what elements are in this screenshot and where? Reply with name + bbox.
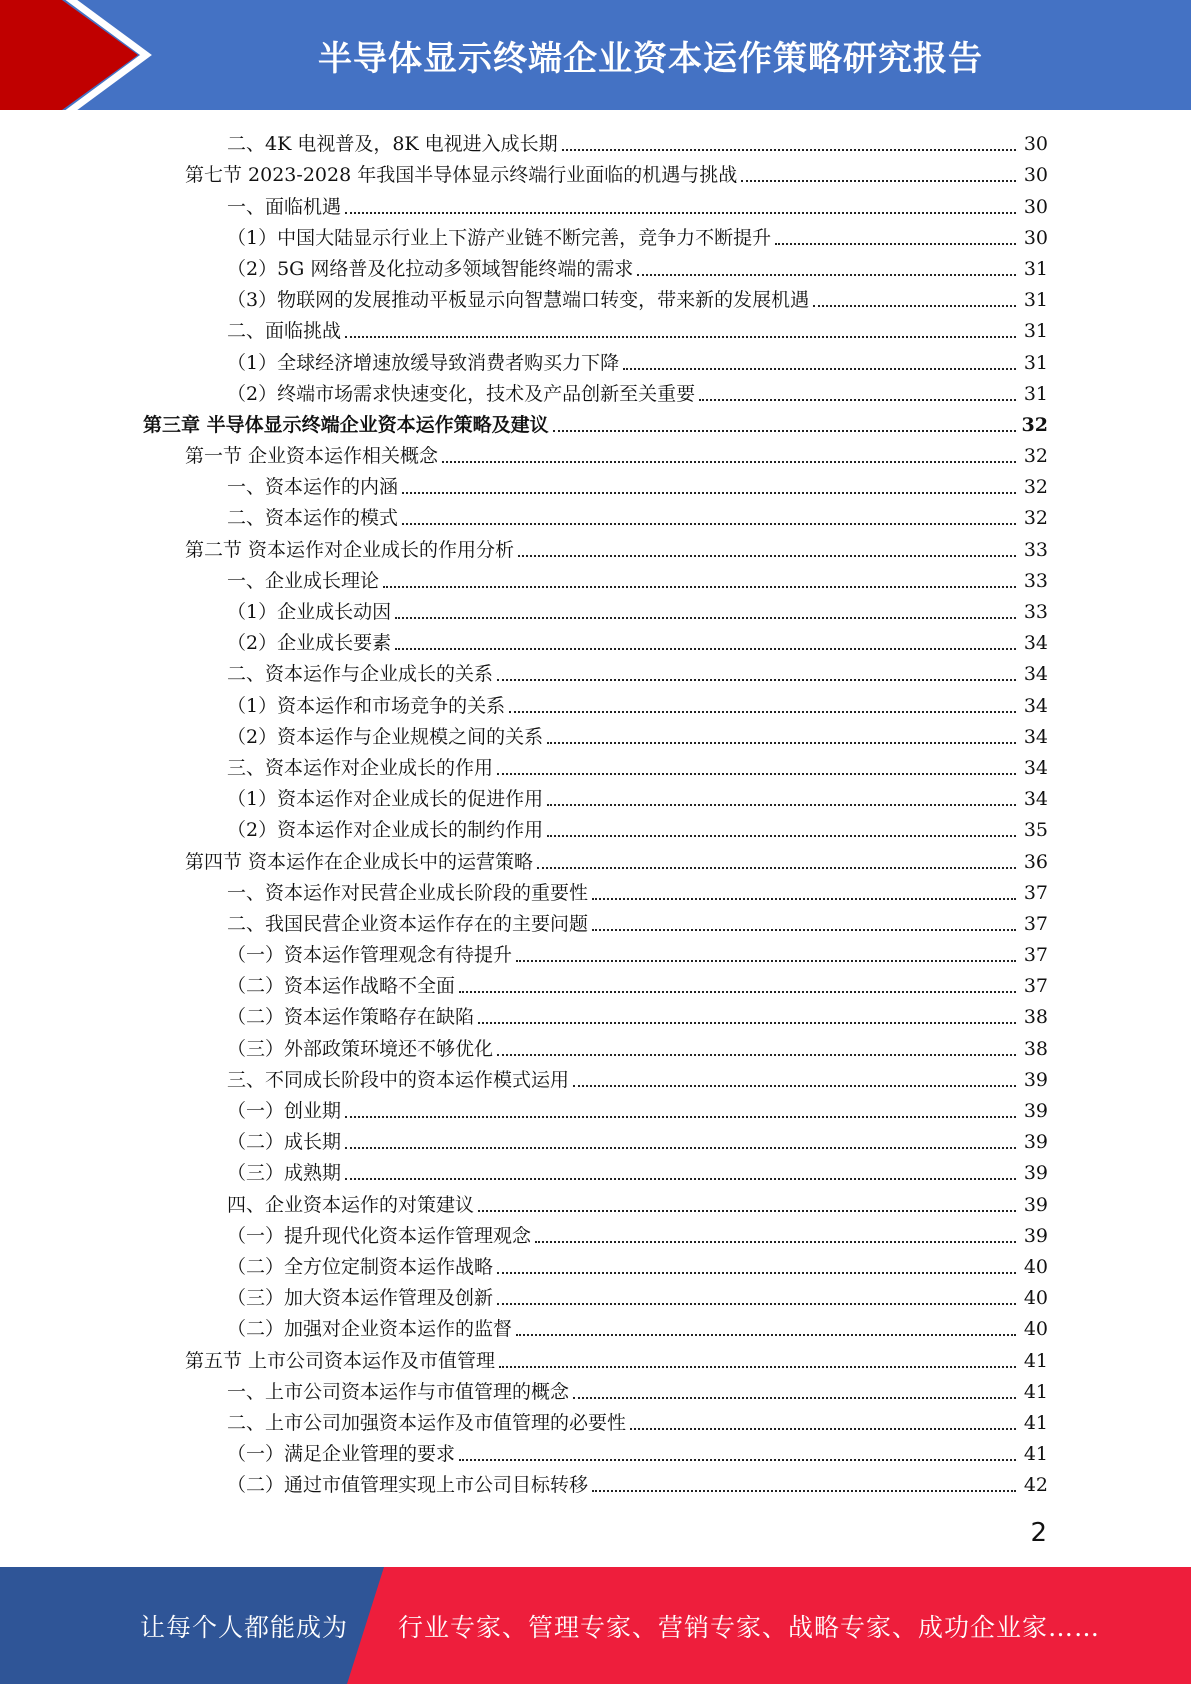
toc-entry-title: （二）通过市值管理实现上市公司目标转移 <box>227 1474 589 1497</box>
toc-dot-leader <box>459 991 1016 993</box>
toc-dot-leader <box>592 1490 1016 1492</box>
toc-entry-page: 35 <box>1023 819 1048 842</box>
toc-entry[interactable] <box>0 657 1191 688</box>
toc-entry-page: 34 <box>1023 725 1048 748</box>
toc-entry-title: （1）全球经济增速放缓导致消费者购买力下降 <box>227 351 620 374</box>
toc-entry-title: （2）资本运作对企业成长的制约作用 <box>227 819 544 842</box>
toc-entry-page: 38 <box>1023 1006 1048 1029</box>
toc-entry-title: 四、企业资本运作的对策建议 <box>227 1193 475 1216</box>
toc-dot-leader <box>775 243 1016 245</box>
toc-entry[interactable] <box>0 1250 1191 1281</box>
chevron-arrow-icon <box>0 0 160 110</box>
toc-dot-leader <box>497 773 1016 775</box>
toc-entry-page: 30 <box>1023 226 1048 249</box>
toc-entry[interactable] <box>0 938 1191 969</box>
toc-entry-title: （2）企业成长要素 <box>227 632 392 655</box>
toc-entry-title: （1）资本运作对企业成长的促进作用 <box>227 788 544 811</box>
toc-entry-page: 34 <box>1023 788 1048 811</box>
toc-entry-title: （二）成长期 <box>227 1131 342 1154</box>
toc-dot-leader <box>478 1022 1016 1024</box>
toc-entry-title: 一、上市公司资本运作与市值管理的概念 <box>227 1380 570 1403</box>
toc-entry[interactable] <box>0 813 1191 844</box>
toc-entry-title: 一、资本运作的内涵 <box>227 476 399 499</box>
toc-entry-title: （1）企业成长动因 <box>227 601 392 623</box>
toc-entry-page: 40 <box>1023 1255 1048 1278</box>
toc-entry-page: 33 <box>1023 601 1048 623</box>
toc-entry[interactable] <box>0 158 1191 189</box>
toc-dot-leader <box>553 430 1016 432</box>
toc-dot-leader <box>518 555 1016 557</box>
toc-entry-title: 三、资本运作对企业成长的作用 <box>227 756 494 779</box>
toc-entry-page: 41 <box>1023 1380 1048 1403</box>
toc-entry-title: 第二节 资本运作对企业成长的作用分析 <box>185 538 515 561</box>
toc-entry[interactable] <box>0 595 1191 626</box>
toc-entry-page: 36 <box>1023 850 1048 873</box>
toc-entry-title: 第五节 上市公司资本运作及市值管理 <box>185 1349 496 1372</box>
toc-dot-leader <box>547 835 1016 837</box>
toc-entry-page: 31 <box>1023 320 1048 343</box>
toc-entry[interactable] <box>0 1375 1191 1406</box>
toc-entry[interactable] <box>0 470 1191 501</box>
toc-dot-leader <box>345 1147 1016 1149</box>
toc-dot-leader <box>442 461 1016 463</box>
toc-entry-title: 第三章 半导体显示终端企业资本运作策略及建议 <box>143 413 549 436</box>
toc-entry[interactable] <box>0 408 1191 439</box>
header-banner <box>0 0 1191 110</box>
toc-entry-title: （三）加大资本运作管理及创新 <box>227 1287 494 1310</box>
toc-entry-title: （2）5G 网络普及化拉动多领域智能终端的需求 <box>227 257 634 280</box>
toc-entry-title: （二）资本运作战略不全面 <box>227 975 456 998</box>
toc-entry[interactable] <box>0 782 1191 813</box>
toc-entry-title: 一、企业成长理论 <box>227 569 380 592</box>
toc-dot-leader <box>562 149 1016 151</box>
toc-entry-title: 二、资本运作与企业成长的关系 <box>227 663 494 686</box>
toc-entry-title: （2）资本运作与企业规模之间的关系 <box>227 725 544 748</box>
toc-entry-page: 40 <box>1023 1287 1048 1310</box>
toc-entry[interactable] <box>0 1156 1191 1187</box>
toc-dot-leader <box>699 399 1016 401</box>
footer-slogan-right: 行业专家、管理专家、营销专家、战略专家、成功企业家…… <box>398 1612 1101 1642</box>
footer-slogan-left: 让每个人都能成为 <box>140 1612 349 1642</box>
footer-banner <box>0 1567 1191 1684</box>
toc-entry-page: 31 <box>1023 351 1048 374</box>
toc-entry-page: 39 <box>1023 1068 1048 1091</box>
toc-dot-leader <box>345 336 1016 338</box>
toc-dot-leader <box>345 1116 1016 1118</box>
toc-entry-title: 第四节 资本运作在企业成长中的运营策略 <box>185 850 534 873</box>
toc-entry-page: 32 <box>1023 445 1048 468</box>
toc-entry-title: 二、资本运作的模式 <box>227 507 399 530</box>
toc-dot-leader <box>402 492 1016 494</box>
toc-dot-leader <box>547 742 1016 744</box>
toc-entry-page: 33 <box>1023 538 1048 561</box>
toc-entry-title: （二）加强对企业资本运作的监督 <box>227 1318 513 1341</box>
toc-dot-leader <box>395 648 1016 650</box>
toc-entry[interactable] <box>0 1000 1191 1031</box>
toc-entry[interactable] <box>0 626 1191 657</box>
toc-entry[interactable] <box>0 1063 1191 1094</box>
toc-entry-title: 二、4K 电视普及，8K 电视进入成长期 <box>227 133 558 156</box>
toc-entry[interactable] <box>0 1031 1191 1062</box>
toc-dot-leader <box>345 212 1016 214</box>
toc-dot-leader <box>395 617 1016 619</box>
toc-entry-page: 34 <box>1023 756 1048 779</box>
toc-entry[interactable] <box>0 969 1191 1000</box>
toc-dot-leader <box>623 368 1016 370</box>
toc-entry-page: 33 <box>1023 569 1048 592</box>
toc-entry-title: （一）提升现代化资本运作管理观念 <box>227 1224 532 1247</box>
toc-dot-leader <box>459 1459 1016 1461</box>
toc-entry-page: 39 <box>1023 1162 1048 1185</box>
report-title: 半导体显示终端企业资本运作策略研究报告 <box>318 38 983 79</box>
toc-entry-title: 第七节 2023-2028 年我国半导体显示终端行业面临的机遇与挑战 <box>185 164 738 187</box>
toc-entry-title: （2）终端市场需求快速变化，技术及产品创新至关重要 <box>227 382 696 405</box>
toc-entry-title: 三、不同成长阶段中的资本运作模式运用 <box>227 1068 570 1091</box>
toc-entry[interactable] <box>0 564 1191 595</box>
toc-dot-leader <box>630 1428 1016 1430</box>
toc-dot-leader <box>516 1334 1016 1336</box>
toc-entry-title: 一、资本运作对民营企业成长阶段的重要性 <box>227 881 589 904</box>
toc-entry[interactable] <box>0 1219 1191 1250</box>
toc-dot-leader <box>813 305 1016 307</box>
toc-entry-page: 30 <box>1023 133 1048 156</box>
toc-dot-leader <box>741 180 1016 182</box>
toc-entry[interactable] <box>0 1406 1191 1437</box>
toc-entry-title: 一、面临机遇 <box>227 195 342 218</box>
toc-dot-leader <box>497 1303 1016 1305</box>
toc-dot-leader <box>478 1210 1016 1212</box>
toc-entry[interactable] <box>0 844 1191 875</box>
toc-entry-page: 38 <box>1023 1037 1048 1060</box>
toc-entry-page: 32 <box>1023 507 1048 530</box>
toc-entry[interactable] <box>0 1312 1191 1343</box>
toc-entry-title: （一）创业期 <box>227 1100 342 1122</box>
toc-entry[interactable] <box>0 720 1191 751</box>
toc-entry-title: 二、面临挑战 <box>227 320 342 343</box>
toc-dot-leader <box>345 1178 1016 1180</box>
toc-entry-page: 42 <box>1023 1474 1048 1497</box>
toc-entry-page: 32 <box>1021 413 1048 436</box>
toc-entry-page: 34 <box>1023 663 1048 686</box>
toc-entry-page: 30 <box>1023 164 1048 187</box>
toc-entry[interactable] <box>0 1125 1191 1156</box>
toc-entry-page: 37 <box>1023 944 1048 967</box>
toc-dot-leader <box>509 711 1016 713</box>
toc-entry-page: 39 <box>1023 1193 1048 1216</box>
toc-dot-leader <box>547 804 1016 806</box>
toc-entry[interactable] <box>0 1468 1191 1499</box>
toc-entry-title: （3）物联网的发展推动平板显示向智慧端口转变，带来新的发展机遇 <box>227 289 810 312</box>
toc-entry[interactable] <box>0 501 1191 532</box>
toc-entry[interactable] <box>0 127 1191 158</box>
toc-entry[interactable] <box>0 283 1191 314</box>
toc-entry-title: （1）资本运作和市场竞争的关系 <box>227 694 506 717</box>
toc-entry[interactable] <box>0 1281 1191 1312</box>
toc-entry[interactable] <box>0 532 1191 563</box>
toc-entry-page: 32 <box>1023 476 1048 499</box>
toc-entry[interactable] <box>0 314 1191 345</box>
toc-dot-leader <box>497 1054 1016 1056</box>
toc-entry[interactable] <box>0 377 1191 408</box>
toc-entry[interactable] <box>0 876 1191 907</box>
toc-entry-page: 39 <box>1023 1131 1048 1154</box>
toc-entry-page: 31 <box>1023 289 1048 312</box>
table-of-contents <box>0 127 1191 1499</box>
toc-dot-leader <box>499 1366 1016 1368</box>
toc-entry[interactable] <box>0 907 1191 938</box>
toc-entry-title: 二、我国民营企业资本运作存在的主要问题 <box>227 912 589 935</box>
toc-entry[interactable] <box>0 1437 1191 1468</box>
toc-entry-page: 37 <box>1023 912 1048 935</box>
toc-entry[interactable] <box>0 1094 1191 1125</box>
toc-dot-leader <box>637 274 1016 276</box>
toc-entry-page: 31 <box>1023 382 1048 405</box>
toc-entry-title: （三）成熟期 <box>227 1162 342 1185</box>
toc-entry-title: （1）中国大陆显示行业上下游产业链不断完善，竞争力不断提升 <box>227 226 772 249</box>
toc-dot-leader <box>573 1085 1016 1087</box>
toc-entry-page: 40 <box>1023 1318 1048 1341</box>
toc-entry-page: 31 <box>1023 257 1048 280</box>
toc-entry-page: 30 <box>1023 195 1048 218</box>
toc-dot-leader <box>516 960 1016 962</box>
toc-entry[interactable] <box>0 345 1191 376</box>
toc-entry-page: 41 <box>1023 1443 1048 1466</box>
toc-entry-title: 第一节 企业资本运作相关概念 <box>185 445 439 468</box>
page-number: 2 <box>1030 1518 1047 1548</box>
toc-entry-page: 41 <box>1023 1349 1048 1372</box>
toc-entry[interactable] <box>0 751 1191 782</box>
toc-entry-title: 二、上市公司加强资本运作及市值管理的必要性 <box>227 1411 627 1434</box>
toc-entry-page: 39 <box>1023 1100 1048 1122</box>
toc-entry[interactable] <box>0 439 1191 470</box>
toc-dot-leader <box>573 1397 1016 1399</box>
toc-dot-leader <box>497 679 1016 681</box>
toc-dot-leader <box>592 898 1016 900</box>
toc-dot-leader <box>592 929 1016 931</box>
toc-entry-title: （三）外部政策环境还不够优化 <box>227 1037 494 1060</box>
toc-dot-leader <box>535 1241 1016 1243</box>
toc-entry[interactable] <box>0 252 1191 283</box>
toc-entry-title: （二）全方位定制资本运作战略 <box>227 1255 494 1278</box>
toc-dot-leader <box>383 586 1016 588</box>
toc-entry-page: 34 <box>1023 694 1048 717</box>
toc-dot-leader <box>497 1272 1016 1274</box>
toc-entry-page: 41 <box>1023 1411 1048 1434</box>
toc-entry[interactable] <box>0 189 1191 220</box>
toc-entry-page: 37 <box>1023 975 1048 998</box>
toc-entry-title: （一）满足企业管理的要求 <box>227 1443 456 1466</box>
toc-dot-leader <box>402 523 1016 525</box>
toc-entry[interactable] <box>0 1343 1191 1374</box>
toc-entry-page: 37 <box>1023 881 1048 904</box>
toc-entry[interactable] <box>0 221 1191 252</box>
toc-entry-title: （二）资本运作策略存在缺陷 <box>227 1006 475 1029</box>
toc-entry-page: 39 <box>1023 1224 1048 1247</box>
toc-entry[interactable] <box>0 1187 1191 1218</box>
toc-entry[interactable] <box>0 688 1191 719</box>
toc-dot-leader <box>537 867 1016 869</box>
toc-entry-page: 34 <box>1023 632 1048 655</box>
toc-entry-title: （一）资本运作管理观念有待提升 <box>227 944 513 967</box>
